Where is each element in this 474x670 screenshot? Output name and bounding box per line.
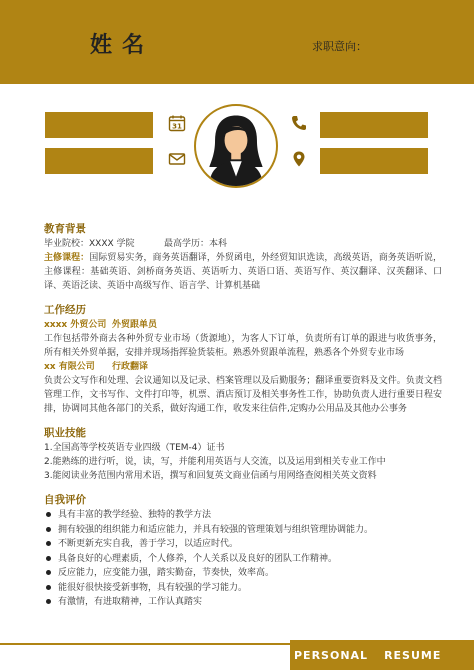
self-eval-title: 自我评价 bbox=[44, 494, 86, 506]
resume-content bbox=[44, 222, 442, 620]
list-item: 拥有较强的组织能力和适应能力，并具有较强的管理策划与组织管理协调能力。 bbox=[44, 523, 442, 538]
job-header bbox=[44, 360, 442, 374]
info-block-email bbox=[45, 148, 153, 174]
courses-paragraph bbox=[44, 251, 442, 293]
education-title: 教育背景 bbox=[44, 223, 86, 235]
work-title: 工作经历 bbox=[44, 304, 86, 316]
job-intention-label: 求职意向： bbox=[312, 40, 367, 53]
phone-icon bbox=[290, 114, 308, 132]
job-description: 负责公文写作和处理、会议通知以及记录、档案管理以及后勤服务；翻译重要资料及文件。负责文档管理工作，文书写作、文件打印等，机票、酒店预订及相关事务性工作，协助负责人进行重要日程安排，协调同其他各部门的关系，做好沟通工作，收发来往信件,定购办公用品及其他办公事务 bbox=[44, 376, 442, 414]
footer-word-personal: PERSONAL bbox=[294, 648, 369, 662]
mail-icon bbox=[168, 150, 186, 168]
list-item: 具备良好的心理素质，个人修养，个人关系以及良好的团队工作精神。 bbox=[44, 552, 442, 567]
name-title: 姓名 bbox=[90, 33, 155, 58]
self-eval-list bbox=[44, 508, 442, 610]
work-section bbox=[44, 303, 442, 416]
skills-title: 职业技能 bbox=[44, 427, 86, 439]
info-block-phone bbox=[320, 112, 428, 138]
skill-item: 3.能阅读业务范围内常用术语，撰写和回复英文商业信函与用网络查阅相关英文资料 bbox=[44, 471, 377, 481]
list-item: 不断更新充实自我，善于学习，以适应时代。 bbox=[44, 537, 442, 552]
skill-item: 1.全国高等学校英语专业四级（TEM-4）证书 bbox=[44, 443, 225, 453]
self-eval-section bbox=[44, 493, 442, 610]
courses-label: 主修课程： bbox=[44, 253, 90, 263]
job-company: xx 有限公司 bbox=[44, 362, 95, 372]
avatar bbox=[194, 104, 278, 188]
job-position: 外贸跟单员 bbox=[112, 320, 158, 330]
footer-divider bbox=[0, 643, 290, 645]
footer-word-resume: RESUME bbox=[384, 648, 442, 662]
education-row bbox=[44, 237, 442, 251]
calendar-day-number: 31 bbox=[172, 122, 182, 131]
degree-label: 最高学历：本科 bbox=[164, 239, 228, 249]
job-description: 工作包括带外商去各种外贸专业市场（货源地），为客人下订单，负责所有订单的跟进与收货事务，所有相关外贸单据，安排并现场指挥验货装柜。熟悉外贸跟单流程，熟悉各个外贸专业市场 bbox=[44, 334, 442, 358]
job-header bbox=[44, 318, 442, 332]
skills-section bbox=[44, 426, 442, 483]
location-pin-icon bbox=[290, 150, 308, 168]
skill-item: 2.能熟练的进行听，说，读，写，并能利用英语与人交流，以及运用到相关专业工作中 bbox=[44, 457, 386, 467]
footer-bar bbox=[290, 640, 474, 670]
list-item: 具有丰富的教学经验、独特的教学方法 bbox=[44, 508, 442, 523]
job-position: 行政翻译 bbox=[112, 362, 149, 372]
job-company: xxxx 外贸公司 bbox=[44, 320, 107, 330]
header-bar bbox=[0, 0, 474, 84]
calendar-icon bbox=[168, 114, 186, 132]
education-section bbox=[44, 222, 442, 293]
info-block-birthdate bbox=[45, 112, 153, 138]
list-item: 能很好很快接受新事物，具有较强的学习能力。 bbox=[44, 581, 442, 596]
courses-text: 国际贸易实务，商务英语翻译，外贸函电，外经贸知识选读，高级英语，商务英语听说，主修课程：基础英语、剑桥商务英语、英语听力、英语口语、英语写作、英汉翻译、汉英翻译、口译、英语泛读、英语中高级写作、语言学、计算机基础 bbox=[44, 253, 442, 291]
list-item: 有激情，有进取精神，工作认真踏实 bbox=[44, 595, 442, 610]
school-label: 毕业院校：XXXX 学院 bbox=[44, 239, 135, 249]
list-item: 反应能力，应变能力强，踏实勤奋，节奏快，效率高。 bbox=[44, 566, 442, 581]
info-block-address bbox=[320, 148, 428, 174]
